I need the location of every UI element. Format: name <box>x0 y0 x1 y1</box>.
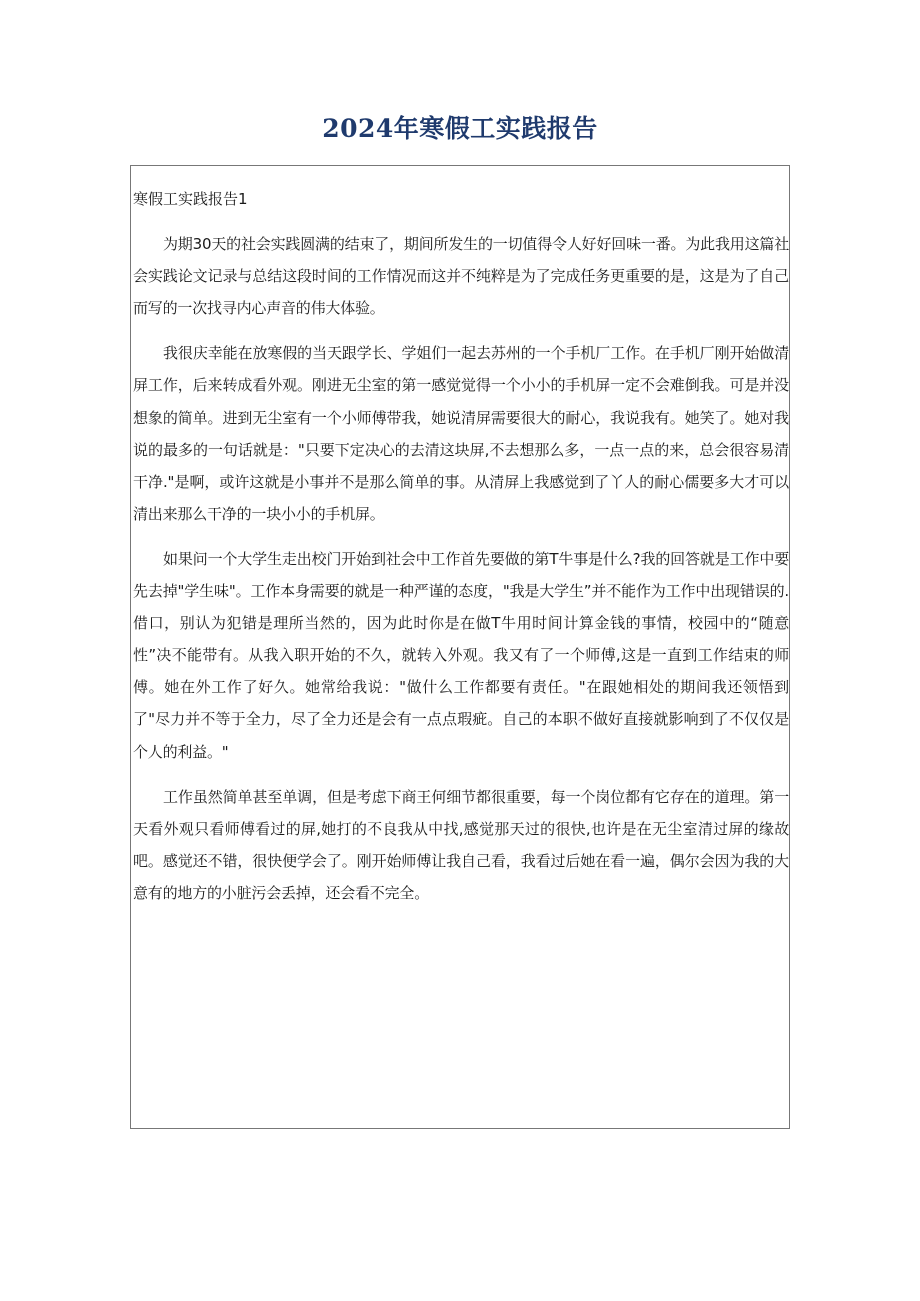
paragraph-2: 我很庆幸能在放寒假的当天跟学长、学姐们一起去苏州的一个手机厂工作。在手机厂刚开始做清屏工作，后来转成看外观。刚进无尘室的第一感觉觉得一个小小的手机屏一定不会难倒我。可是并没想象的简单。进到无尘室有一个小师傅带我，她说清屏需要很大的耐心，我说我有。她笑了。她对我说的最多的一句话就是："只要下定决心的去清这块屏,不去想那么多，一点一点的来，总会很容易清干净."是啊，或许这就是小事并不是那么简单的事。从清屏上我感觉到了丫人的耐心儒要多大才可以清出来那么干净的一块小小的手机屏。 <box>133 344 789 523</box>
paragraph-4: 工作虽然简单甚至单调，但是考虑下商王何细节都很重要，每一个岗位都有它存在的道理。第一天看外观只看师傅看过的屏,她打的不良我从中找,感觉那天过的很快,也许是在无尘室清过屏的缘故吧。感觉还不错，很快便学会了。刚开始师傅让我自己看，我看过后她在看一遍，偶尔会因为我的大意有的地方的小脏污会丢掉，还会看不完全。 <box>133 787 789 902</box>
paragraph-3: 如果问一个大学生走出校门开始到社会中工作首先要做的第T牛事是什么?我的回答就是工作中要先去掉"学生味"。工作本身需要的就是一种严谨的态度，"我是大学生”并不能作为工作中出现错误的.借口，别认为犯错是理所当然的，因为此时你是在做T牛用时间计算金钱的事情，校园中的“随意性”决不能带有。从我入职开始的不久，就转入外观。我又有了一个师傅,这是一直到工作结束的师傅。她在外工作了好久。她常给我说："做什么工作都要有责任。"在跟她相处的期间我还领悟到了"尽力并不等于全力，尽了全力还是会有一点点瑕疵。自己的本职不做好直接就影响到了不仅仅是个人的利益。" <box>133 549 789 761</box>
report-body <box>133 183 789 922</box>
section-heading: 寒假工实践报告1 <box>133 190 248 208</box>
document-title: 2024年寒假工实践报告 <box>322 114 598 143</box>
paragraph-1: 为期30天的社会实践圆满的结束了，期间所发生的一切值得令人好好回味一番。为此我用这篇社会实践论文记录与总结这段时间的工作情况而这并不纯粹是为了完成任务更重要的是，这是为了自己而写的一次找寻内心声音的伟大体验。 <box>133 235 789 318</box>
